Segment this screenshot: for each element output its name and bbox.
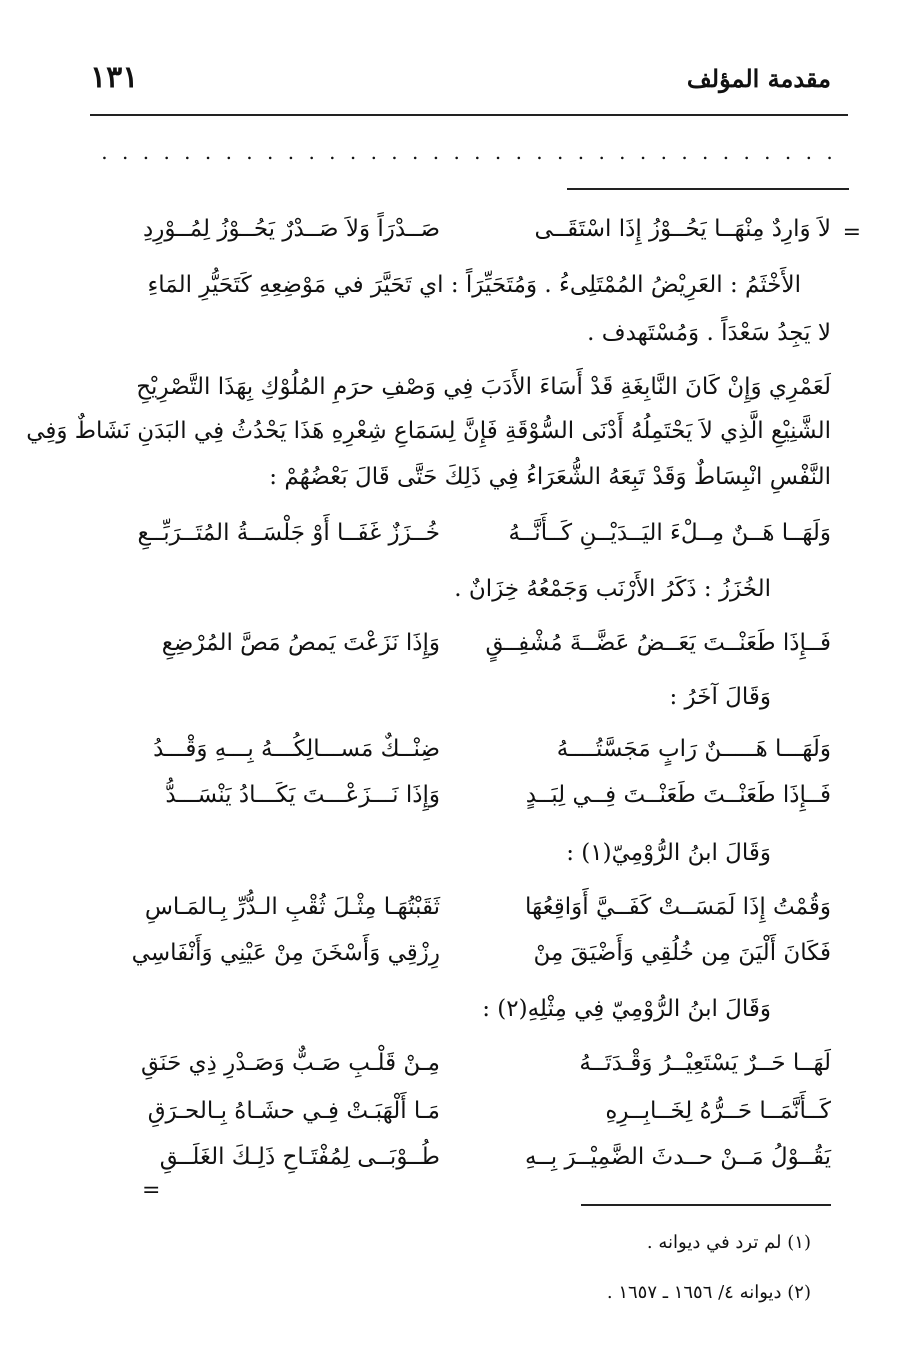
continuation-mark-bottom: = xyxy=(142,1178,161,1203)
verse-6c-right-hemistich: يَقُــوْلُ مَــنْ حــدثَ الضَّمِيْــرَ بِــهِ xyxy=(524,1144,831,1170)
header-rule xyxy=(90,114,848,116)
verse-4a-left-hemistich: ضِنْــكٌ مَســـالِكُـــهُ بِـــهِ وَقْـــدُ xyxy=(153,736,440,762)
verse-4b-left-hemistich: وَإِذَا نَـــزَعْـــتَ يَكَـــادُ يَنْسَـــدُّ xyxy=(165,782,440,808)
verse-4b xyxy=(110,782,831,822)
paragraph-line-3: النَّفْسِ انْبِسَاطٌ وَقَدْ تَبِعَهُ الشُّعَرَاءُ فِي ذَلِكَ حَتَّى قَالَ بَعْضُهُمْ : xyxy=(269,464,831,490)
running-header-title: مقدمة المؤلف xyxy=(686,64,831,93)
verse-6c xyxy=(110,1144,831,1184)
gloss-1-line-1: الأَخْثَمُ : العَرِيْضُ المُمْتَلِىءُ . وَمُتَحَيِّرَاً : اي تَحَيَّرَ في مَوْضِعِهِ كَتَحَيُّرِ المَاءِ xyxy=(147,272,801,298)
section-rule xyxy=(567,188,849,190)
intro-4: وَقَالَ آخَرُ : xyxy=(669,684,771,710)
verse-1-right-hemistich: لاَ وَارِدٌ مِنْهَــا يَحُــوْزُ إِذَا اسْتَقَــى xyxy=(534,216,831,242)
intro-6: وَقَالَ ابنُ الرُّوْمِيّ فِي مِثْلِهِ(٢) : xyxy=(482,996,771,1022)
verse-1-left-hemistich: صَــدْرَاً وَلاَ صَــدْرٌ يَحُــوْزُ لِمُــوْرِدِ xyxy=(143,216,440,242)
paragraph-line-2: الشَّنِيْعِ الَّذِي لاَ يَحْتَمِلُهُ أَدْنَى السُّوْقَةِ فَإِنَّ لِسَمَاعِ شِعْرِهِ هَذَا يَحْدُثُ فِي البَدَنِ نَشَاطٌ وَفِي xyxy=(26,418,831,444)
ellipsis-dots: . . . . . . . . . . . . . . . . . . . . . . . . . . . . . . . . . . . . xyxy=(101,140,837,164)
verse-6b xyxy=(110,1098,831,1138)
verse-6a xyxy=(110,1050,831,1090)
verse-3 xyxy=(110,630,831,670)
verse-5b-left-hemistich: رِزْقِي وَأَسْخَنَ مِنْ عَيْنِي وَأَنْفَاسِي xyxy=(131,940,440,966)
verse-5a xyxy=(110,894,831,934)
verse-5a-right-hemistich: وَقُمْتُ إِذَا لَمَسَــتْ كَفَــيَّ أَوَاقِعُهَا xyxy=(525,894,831,920)
verse-3-left-hemistich: وَإِذَا نَزَعْتَ يَمصُ مَصَّ المُرْضِعِ xyxy=(161,630,440,656)
verse-5b xyxy=(110,940,831,980)
verse-6b-right-hemistich: كَــأَنَّمَــا حَــرُّهُ لِخَــابِــرِهِ xyxy=(605,1098,831,1124)
gloss-2: الخُزَزُ : ذَكَرُ الأَرْنَب وَجَمْعُهُ خِزَانٌ . xyxy=(454,576,771,602)
verse-6a-right-hemistich: لَهَــا حَــرٌ يَسْتَعِيْــرُ وَقْـدَتَــهُ xyxy=(579,1050,831,1076)
gloss-1-line-2: لا يَجِدُ سَعْدَاً . وَمُسْتَهدف . xyxy=(587,320,831,346)
verse-5a-left-hemistich: ثَقَبْتُهَـا مِثْـلَ ثُقْبِ الـدُّرِّ بِـالمَـاسِ xyxy=(144,894,440,920)
verse-1 xyxy=(110,216,831,256)
verse-6c-left-hemistich: طُــوْبَــى لِمُفْتَـاحِ ذَلِـكَ الغَلَــقِ xyxy=(159,1144,440,1170)
paragraph-line-1: لَعَمْرِي وَإِنْ كَانَ النَّابِغَةِ قَدْ أَسَاءَ الأَدَبَ فِي وَصْفِ حرَمِ المُلُوْكِ بِهَذَا التَّصْرِيْحِ xyxy=(136,374,831,400)
verse-4b-right-hemistich: فَــإِذَا طَعَنْــتَ طَعَنْــتَ فِــي لِبَــدٍ xyxy=(525,782,831,808)
footnote-2: (٢) ديوانه ٤/ ١٦٥٦ ـ ١٦٥٧ . xyxy=(606,1282,811,1303)
continuation-mark-top: = xyxy=(842,220,861,245)
verse-2-left-hemistich: خُــزَزٌ غَفَــا أَوْ جَلْسَــةُ المُتَــرَبِّــعِ xyxy=(137,520,440,546)
verse-4a-right-hemistich: وَلَهَـــا هَـــــنٌ رَابٍ مَجَسَّتُــــهُ xyxy=(556,736,831,762)
verse-3-right-hemistich: فَــإِذَا طَعَنْــتَ يَعَــضُ عَضَّــةَ مُشْفِــقٍ xyxy=(485,630,831,656)
verse-6a-left-hemistich: مِـنْ قَلْـبِ صَـبٌّ وَصَـدْرِ ذِي حَنَقِ xyxy=(140,1050,440,1076)
verse-2-right-hemistich: وَلَهَــا هَــنٌ مِــلْءَ اليَــدَيْــنِ كَــأَنَّــهُ xyxy=(508,520,831,546)
verse-2 xyxy=(110,520,831,560)
verse-4a xyxy=(110,736,831,776)
footnote-1: (١) لم ترد في ديوانه . xyxy=(646,1232,811,1253)
verse-5b-right-hemistich: فَكَانَ أَلْيَنَ مِن خُلُقِي وَأَضْيَقَ مِنْ xyxy=(533,940,831,966)
verse-6b-left-hemistich: مَـا أَلْهَبَـتْ فِـي حشَـاهُ بِـالحـرَقِ xyxy=(147,1098,440,1124)
intro-5: وَقَالَ ابنُ الرُّوْمِيّ(١) : xyxy=(566,840,771,866)
page-number: ١٣١ xyxy=(90,60,139,95)
footnote-rule xyxy=(581,1204,831,1206)
